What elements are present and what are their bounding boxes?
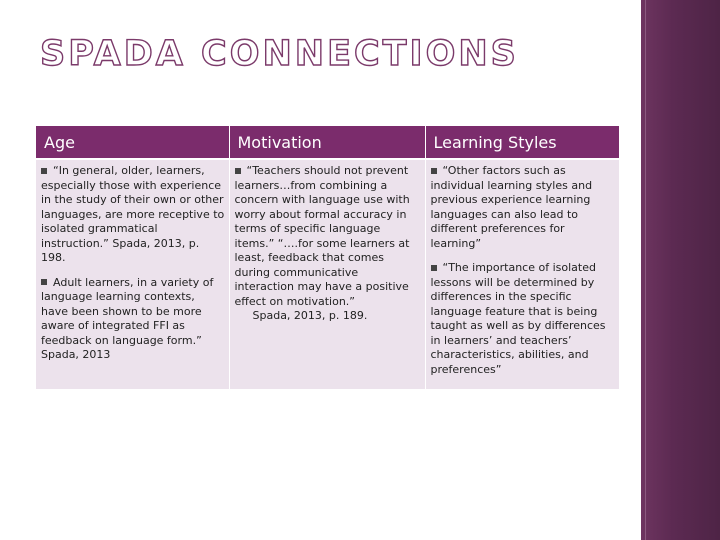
list-item xyxy=(41,276,225,363)
slide-title: SPADA CONNECTIONS xyxy=(40,34,519,74)
cell-age xyxy=(36,159,229,389)
age-quote-2: Adult learners, in a variety of language learning contexts, have been shown to be more aware of integrated FFI as feedback on language form.” Spada, 2013 xyxy=(41,275,214,361)
list-item xyxy=(41,164,225,266)
header-motivation: Motivation xyxy=(229,126,425,159)
square-bullet-icon xyxy=(41,279,47,285)
list-item xyxy=(235,164,421,309)
header-learning-styles: Learning Styles xyxy=(425,126,619,159)
header-age: Age xyxy=(36,126,229,159)
decorative-side-line xyxy=(645,0,646,540)
square-bullet-icon xyxy=(431,168,437,174)
cell-learning-styles xyxy=(425,159,619,389)
square-bullet-icon xyxy=(431,265,437,271)
cell-motivation xyxy=(229,159,425,389)
learning-styles-quote-1: “Other factors such as individual learning styles and previous experience learning languages can also lead to different preferences for learning” xyxy=(430,164,593,250)
square-bullet-icon xyxy=(41,168,47,174)
table-row xyxy=(36,159,619,389)
age-quote-1: “In general, older, learners, especially those with experience in the study of their own or other languages, are more receptive to isolated grammatical instruction.” Spada, 2013, p. 198. xyxy=(41,164,225,264)
list-item xyxy=(431,164,616,251)
list-item xyxy=(235,309,421,324)
list-item xyxy=(431,261,616,377)
motivation-citation: Spada, 2013, p. 189. xyxy=(252,309,368,322)
square-bullet-icon xyxy=(235,168,241,174)
comparison-table xyxy=(36,126,619,389)
table-header-row xyxy=(36,126,619,159)
decorative-side-bar xyxy=(641,0,720,540)
learning-styles-quote-2: “The importance of isolated lessons will be determined by differences in the specific language feature that is being taught as well as by differences in learners’ and teachers’ characteristics, abilities, and preferences” xyxy=(430,261,606,376)
motivation-quote: “Teachers should not prevent learners…from combining a concern with language use with worry about formal accuracy in terms of specific language items.” “….for some learners at least, feedback that comes during communicative interaction may have a positive effect on motivation.” xyxy=(234,164,410,308)
